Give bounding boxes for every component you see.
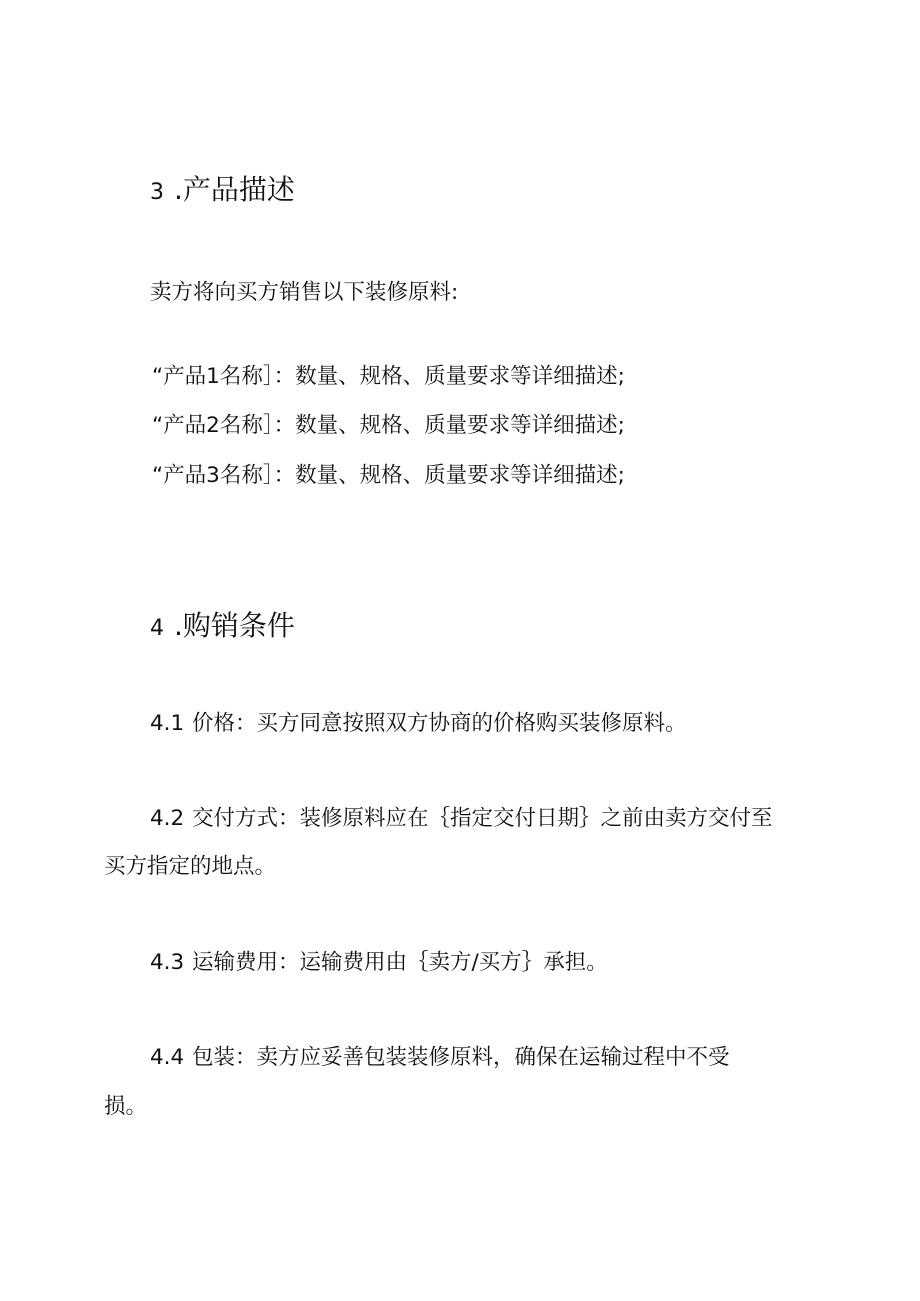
section-3-heading	[150, 173, 295, 206]
clause-number: 4.3	[150, 950, 185, 975]
section-4-heading	[150, 609, 295, 642]
clause-4-2	[150, 808, 773, 830]
section-3-title: .产品描述	[174, 173, 295, 206]
clause-text: 交付方式：装修原料应在｛指定交付日期｝之前由卖方交付至	[192, 806, 773, 831]
section-3-intro: 卖方将向买方销售以下装修原料:	[150, 280, 459, 305]
clause-4-4	[150, 1047, 730, 1069]
section-4-title: .购销条件	[174, 609, 295, 642]
section-4-number: 4	[150, 616, 164, 641]
clause-4-2-continuation: 买方指定的地点。	[104, 854, 277, 879]
product-line-1: “产品1名称］：数量、规格、质量要求等详细描述;	[152, 364, 625, 389]
clause-text: 运输费用：运输费用由｛卖方/买方｝承担。	[192, 950, 608, 975]
clause-text: 包装：卖方应妥善包装装修原料，确保在运输过程中不受	[192, 1045, 730, 1070]
clause-text: 价格：买方同意按照双方协商的价格购买装修原料。	[192, 711, 687, 736]
clause-number: 4.2	[150, 806, 185, 831]
product-line-2: “产品2名称］：数量、规格、质量要求等详细描述;	[152, 413, 625, 438]
clause-4-4-continuation: 损。	[104, 1094, 148, 1119]
section-3-number: 3	[150, 180, 164, 205]
clause-number: 4.4	[150, 1045, 185, 1070]
product-line-3: “产品3名称］：数量、规格、质量要求等详细描述;	[152, 463, 625, 488]
clause-4-3	[150, 952, 608, 974]
clause-number: 4.1	[150, 711, 185, 736]
clause-4-1	[150, 713, 687, 735]
